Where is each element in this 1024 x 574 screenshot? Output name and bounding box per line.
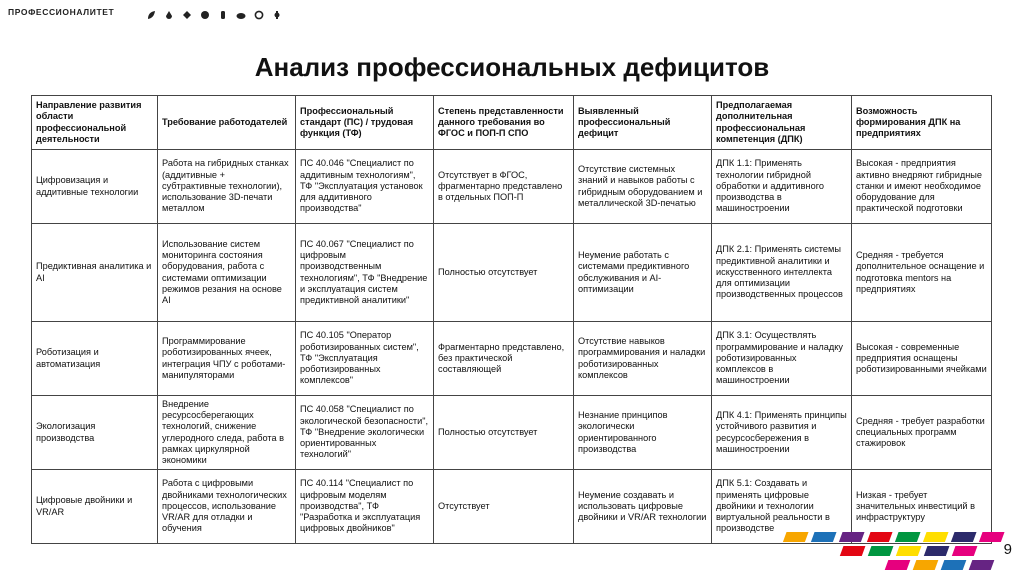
decorative-block: [885, 560, 911, 570]
cell-possibility: Высокая - предприятия активно внедряют гибридные станки и имеют необходимое оборудование для практической подготовки: [852, 150, 992, 224]
cell-deficit: Неумение создавать и использовать цифровые двойники и VR/AR технологии: [574, 470, 712, 544]
cell-deficit: Отсутствие системных знаний и навыков работы с гибридным оборудованием и металлической 3D-печатью: [574, 150, 712, 224]
leaf-icon: [146, 7, 156, 17]
decorative-block: [867, 532, 893, 542]
table-row: [32, 396, 992, 470]
decorative-pattern: [774, 484, 1024, 574]
table-row: [32, 224, 992, 322]
decorative-block: [868, 546, 894, 556]
page-number: 9: [1003, 541, 1012, 558]
decorative-block: [895, 532, 921, 542]
deficits-table: [31, 95, 992, 544]
cell-requirement: Работа с цифровыми двойниками технологических процессов, использование VR/AR для отладки и обучения: [158, 470, 296, 544]
circle-icon: [254, 7, 264, 17]
cell-possibility: Средняя - требует разработки специальных программ стажировок: [852, 396, 992, 470]
cell-standard: ПС 40.105 "Оператор роботизированных систем", ТФ "Эксплуатация роботизированных комплексов": [296, 322, 434, 396]
table-row: [32, 150, 992, 224]
cell-deficit: Отсутствие навыков программирования и наладки роботизированных комплексов: [574, 322, 712, 396]
shape-icon: [182, 7, 192, 17]
decorative-block: [941, 560, 967, 570]
decorative-block: [979, 532, 1005, 542]
cell-direction: Цифровые двойники и VR/AR: [32, 470, 158, 544]
table-row: [32, 322, 992, 396]
header-employer-requirement: Требование работодателей: [158, 96, 296, 150]
cell-standard: ПС 40.046 "Специалист по аддитивным технологиям", ТФ "Эксплуатация установок для аддитивного производства": [296, 150, 434, 224]
logo-text: ПРОФЕССИОНАЛИТЕТ: [8, 7, 115, 17]
cell-dpk: ДПК 2.1: Применять системы предиктивной аналитики и искусственного интеллекта для оптимизации производственных процессов: [712, 224, 852, 322]
drop-icon: [164, 7, 174, 17]
cell-requirement: Внедрение ресурсосберегающих технологий, снижение углеродного следа, работа в рамках циркулярной экономики: [158, 396, 296, 470]
gear-icon: [272, 7, 282, 17]
cell-representation: Отсутствует: [434, 470, 574, 544]
decorative-shapes: [783, 532, 1005, 570]
table-header-row: [32, 96, 992, 150]
header-bar: [8, 4, 282, 20]
decorative-block: [811, 532, 837, 542]
cell-direction: Предиктивная аналитика и AI: [32, 224, 158, 322]
cell-standard: ПС 40.067 "Специалист по цифровым производственным технологиям", ТФ "Внедрение и эксплуатация систем предиктивной аналитики": [296, 224, 434, 322]
cell-standard: ПС 40.114 "Специалист по цифровым моделям производства", ТФ "Разработка и эксплуатация цифровых двойников": [296, 470, 434, 544]
cell-direction: Экологизация производства: [32, 396, 158, 470]
logo-icons: [146, 7, 282, 17]
decorative-block: [839, 532, 865, 542]
cell-representation: Полностью отсутствует: [434, 224, 574, 322]
decorative-block: [840, 546, 866, 556]
decorative-block: [913, 560, 939, 570]
cloud-icon: [236, 7, 246, 17]
cell-direction: Цифровизация и аддитивные технологии: [32, 150, 158, 224]
bottle-icon: [218, 7, 228, 17]
cell-possibility: Средняя - требуется дополнительное оснащение и подготовка mentors на предприятиях: [852, 224, 992, 322]
cell-deficit: Незнание принципов экологически ориентированного производства: [574, 396, 712, 470]
cell-dpk: ДПК 3.1: Осуществлять программирование и наладку роботизированных комплексов в машиностроении: [712, 322, 852, 396]
header-representation: Степень представленности данного требования во ФГОС и ПОП-П СПО: [434, 96, 574, 150]
decorative-block: [969, 560, 995, 570]
cell-requirement: Использование систем мониторинга состояния оборудования, работа с системами оптимизации режимов резания на основе AI: [158, 224, 296, 322]
cell-dpk: ДПК 5.1: Создавать и применять цифровые двойники и технологии виртуальной реальности в производстве: [712, 470, 852, 544]
flower-icon: [200, 7, 210, 17]
cell-representation: Полностью отсутствует: [434, 396, 574, 470]
header-possibility: Возможность формирования ДПК на предприятиях: [852, 96, 992, 150]
decorative-block: [783, 532, 809, 542]
decorative-block: [951, 532, 977, 542]
cell-direction: Роботизация и автоматизация: [32, 322, 158, 396]
cell-representation: Фрагментарно представлено, без практической составляющей: [434, 322, 574, 396]
header-direction: Направление развития области профессиональной деятельности: [32, 96, 158, 150]
decorative-block: [923, 532, 949, 542]
cell-deficit: Неумение работать с системами предиктивного обслуживания и AI-оптимизации: [574, 224, 712, 322]
cell-possibility: Низкая - требует значительных инвестиций в инфраструктуру: [852, 470, 992, 544]
header-deficit: Выявленный профессиональный дефицит: [574, 96, 712, 150]
header-prof-standard: Профессиональный стандарт (ПС) / трудовая функция (ТФ): [296, 96, 434, 150]
page-title: Анализ профессиональных дефицитов: [254, 52, 770, 82]
cell-standard: ПС 40.058 "Специалист по экологической безопасности", ТФ "Внедрение экологически ориентированных технологий": [296, 396, 434, 470]
cell-possibility: Высокая - современные предприятия оснащены роботизированными ячейками: [852, 322, 992, 396]
decorative-block: [952, 546, 978, 556]
cell-requirement: Программирование роботизированных ячеек, интеграция ЧПУ с роботами-манипуляторами: [158, 322, 296, 396]
cell-dpk: ДПК 4.1: Применять принципы устойчивого развития и ресурсосбережения в машиностроении: [712, 396, 852, 470]
cell-dpk: ДПК 1.1: Применять технологии гибридной обработки и аддитивного производства в машиностроении: [712, 150, 852, 224]
cell-requirement: Работа на гибридных станках (аддитивные + субтрактивные технологии), использование 3D-печати металлом: [158, 150, 296, 224]
cell-representation: Отсутствует в ФГОС, фрагментарно представлено в отдельных ПОП-П: [434, 150, 574, 224]
decorative-block: [924, 546, 950, 556]
header-dpk: Предполагаемая дополнительная профессиональная компетенция (ДПК): [712, 96, 852, 150]
decorative-block: [896, 546, 922, 556]
